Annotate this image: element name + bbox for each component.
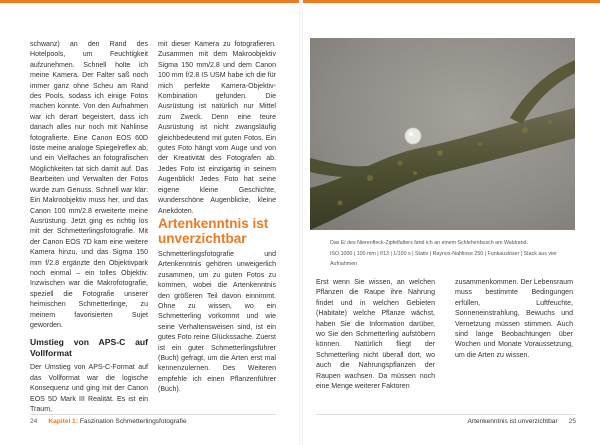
page-number: 25 — [568, 418, 576, 425]
caption-description: Das Ei des Nierenfleck-Zipfelfalters fand ich an einem Schlehenbusch am Waldrand. — [330, 240, 528, 246]
footer-rule — [316, 414, 575, 415]
left-column-2 — [158, 40, 276, 217]
body-paragraph: Der Umstieg von APS-C-Format auf das Vollformat war die logische Konsequenz und ging mit der Canon EOS 5D Mark III Realität. Es ist ein Traum, — [30, 364, 148, 413]
top-accent-bar-left — [0, 0, 302, 3]
photo-caption — [330, 238, 580, 270]
footer-right — [436, 418, 576, 425]
egg-shape — [405, 128, 421, 144]
body-paragraph: mit dieser Kamera zu fotografieren. Zusammen mit dem Makroobjektiv Sigma 150 mm/2.8 und dem Canon 100 mm f/2.8 IS USM habe ich die für mich perfekte Kamera-Objektiv-Kombination gefunden. Die Ausrüstung ist natürlich nur Mittel zum Zweck. Denn eine teure Ausrüstung ist nicht zwangsläufig gleichbedeutend mit guten Fotos. Ein gutes Foto hängt vom Auge und von der Kreativität des Fotografen ab. Jedes Foto ist einzigartig in seinem Augenblick! Jedes Foto hat seine eigene kleine Geschichte, wunderschöne Augenblicke, kleine Anekdoten. — [158, 41, 276, 215]
footer-rule — [30, 414, 276, 415]
right-column-1 — [316, 278, 435, 392]
chapter-label: Kapitel 1: Faszination Schmetterlingsfotografie — [48, 418, 187, 425]
body-paragraph: schwanz) an den Rand des Hotelpools, um Feuchtigkeit aufzunehmen. Schnell holte ich meine Kamera. Der Falter saß noch immer ganz ohne Scheu am Rand des Pools, sodass ich einige Fotos machen konnte. Von den Aufnahmen war ich derart begeistert, dass ich danach alles nur noch mit Nahlinse fotografierte. Eine Canon EOS 60D löste meine analoge Spiegelreflex ab, und ein Vielfaches an fotografischen Möglichkeiten tat sich damit auf. Das Bearbeiten und Verwalten der Fotos wurde zum Genuss. Schnell war klar: Ein Makroobjektiv muss her, und das Canon 100 mm/2.8 erweiterte meine Ausrüstung. Jetzt ging es richtig los mit der Schmetterlingsfotografie. Mit der Canon EOS 7D kam eine weitere Kamera hinzu, und das Sigma 150 mm f/2.8 ergänzte den Objektivpark noch einmal – ein tolles Objektiv. Inzwischen war die Makrofotografie, speziell die Fotografie unserer heimischen Schmetterlinge, zu meinem favorisierten Sujet geworden. — [30, 41, 148, 329]
footer-left — [30, 418, 290, 425]
body-paragraph: zusammenkommen. Der Lebensraum muss bestimmte Bedingungen erfüllen, Luftfeuchte, Sonneneinstrahlung, Bewuchs und Vernetzung müssen stimmen. Auch sind lange Beobachtungen über Wochen und Monate Voraussetzung, um die Arten zu wissen. — [455, 279, 573, 359]
top-accent-bar-right — [302, 0, 600, 3]
page-number: 24 — [30, 418, 38, 425]
body-paragraph: Schmetterlingsfotografie und Artenkenntnis gehören unweigerlich zusammen, um zu guten Fotos zu kommen, wobei die Artenkenntnis den größeren Teil davon einnimmt. Ohne zu wissen, wo ein Schmetterling vorkommt und wie seine Verhaltensweisen sind, ist ein gutes Foto reine Glückssache. Zuerst ist ein guter Schmetterlingsführer (Buch) gefragt, um die Arten erst mal kennenzulernen. Des Weiteren empfehle ich einen Pflanzenführer (Buch). — [158, 251, 276, 394]
book-gutter — [299, 0, 303, 445]
left-column-1 — [30, 40, 148, 415]
section-heading: Artenkenntnis ist unverzichtbar — [158, 216, 269, 246]
body-paragraph: Erst wenn Sie wissen, an welchen Pflanzen die Raupe ihre Nahrung findet und in welchen Gebieten (Habitate) welche Pflanze wächst, haben Sie die Information darüber, wo Sie den Schmetterling aufstöbern können. Natürlich fliegt der Schmetterling nicht überall dort, wo auch die Nahrungspflanzen der Raupen wachsen. Da müssen noch eine Menge weiterer Faktoren — [316, 279, 435, 391]
branch-illustration — [310, 38, 575, 230]
butterfly-egg-photo — [310, 38, 575, 230]
caption-exif: ISO 1000 | 100 mm | f/13 | 1/100 s | Stativ | Raynox-Nahlinse 250 | Funkauslöser | Stack aus vier Aufnahmen — [330, 250, 557, 267]
running-title: Artenkenntnis ist unverzichtbar — [467, 418, 558, 425]
left-column-2-lower — [158, 250, 276, 396]
right-column-2 — [455, 278, 573, 361]
subheading: Umstieg von APS-C auf Vollformat — [30, 337, 148, 359]
